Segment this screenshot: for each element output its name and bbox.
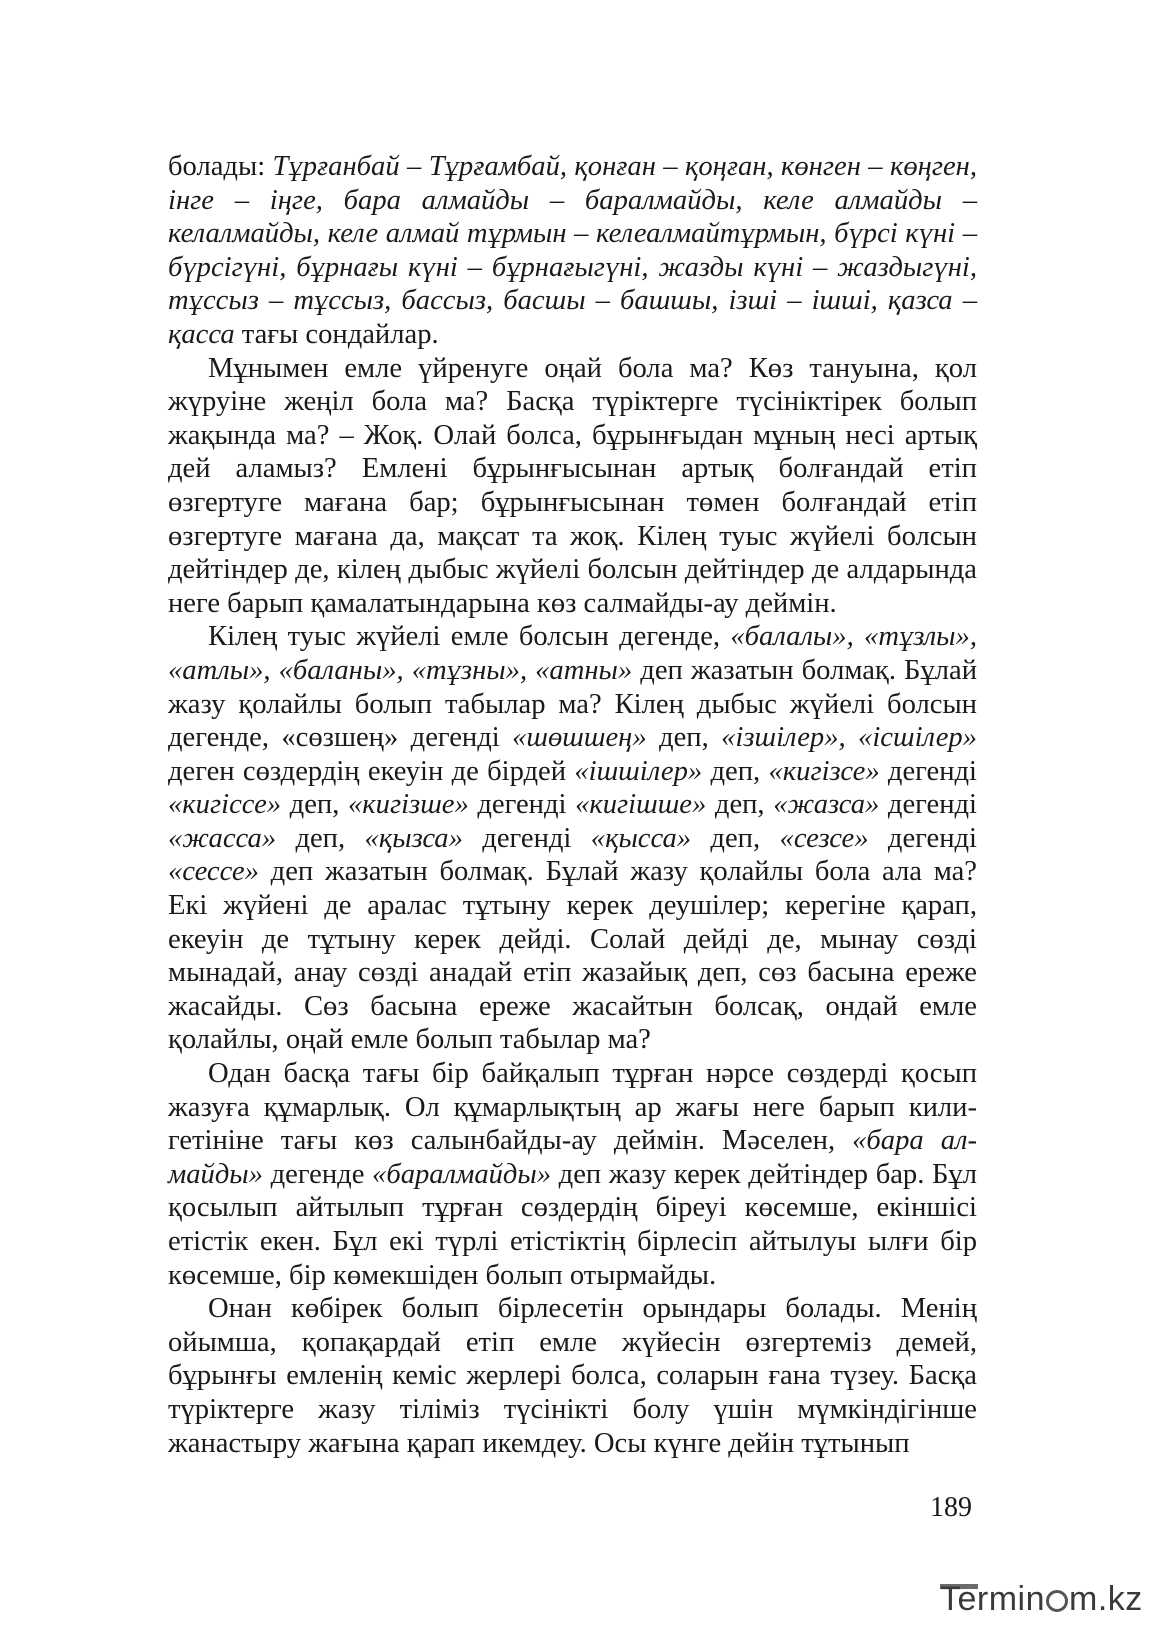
italic-text-run: «кигізше» — [347, 789, 469, 821]
text-run: Кілең туыс жүйелі емле болсын дегенде, — [208, 621, 731, 653]
watermark-o-icon — [1046, 1590, 1068, 1612]
page-number: 189 — [930, 1492, 972, 1523]
italic-text-run: «қысса» — [590, 822, 692, 854]
italic-text-run: «сессе» — [168, 856, 259, 888]
italic-text-run: «ізшілер», «ісшілер» — [721, 722, 977, 754]
paragraph — [168, 150, 977, 352]
text-run: болады: — [168, 151, 273, 182]
paragraph — [168, 352, 977, 621]
italic-text-run: «кигіссе» — [168, 789, 282, 821]
italic-text-run: «кигізсе» — [768, 755, 880, 787]
page-body — [168, 150, 977, 1460]
text-run: Одан басқа тағы бір байқалып тұрған нәрсе сөздерді қосып жазуға құмарлық. Ол құмарлықтың ар жағы неге барып килигетініне тағы көз салынбайды-ау деймін. Мәселен, — [168, 1058, 977, 1157]
text-run: деп, — [691, 822, 780, 854]
text-run: дегенді — [879, 755, 977, 787]
paragraph — [168, 620, 977, 1057]
italic-text-run: «ішшілер» — [574, 755, 703, 787]
text-run: деп, — [646, 722, 722, 754]
watermark-logo[interactable] — [940, 1580, 1150, 1628]
paragraph — [168, 1057, 977, 1292]
italic-text-run: Тұрғанбай – Тұрғамбай, қонған – қоңған, көнген – көңген, інге – іңге, бара алмайды – баралмайды, келе алмайды – келалмайды, келе алмай тұрмын – келеалмайтұрмын, бүрсі күні – бүрсігүні, бұрнағы күні – бұрнағыгүні, жазды күні – жаздыгүні, тұссыз – тұссыз, бассыз, басшы – башшы, ізші – ішші, қазса – қасса — [168, 151, 978, 350]
text-run: деп, — [281, 789, 348, 821]
italic-text-run: «бара алмайды» — [168, 1125, 977, 1190]
italic-text-run: «балалы», «тұзлы», «атлы», «баланы», «тұзны», «атны» — [168, 621, 977, 686]
text-run: дегенді — [468, 789, 576, 821]
text-run: дегенді — [462, 822, 591, 854]
watermark-text-end: m.kz — [1069, 1580, 1143, 1618]
text-run: деген сөздердің екеуін де бірдей — [168, 755, 575, 787]
italic-text-run: «жазса» — [773, 789, 880, 821]
italic-text-run: «жасса» — [168, 822, 277, 854]
italic-text-run: «баралмайды» — [372, 1158, 552, 1190]
text-run: Онан көбірек болып бірлесетін орындары болады. Менің ойымша, қопақардай етіп емле жүйесін өзгертеміз демей, бұрынғы емленің кеміс жерлері болса, соларын ғана түзеу. Басқа түріктерге жазу тіліміз түсінікті болу үшін мүмкіндігінше жанастыру жағына қарап икемдеу. Осы күнге дейін тұтынып — [168, 1293, 977, 1459]
text-run: деп, — [706, 789, 774, 821]
italic-text-run: «сезсе» — [779, 822, 869, 854]
italic-text-run: «қызса» — [364, 822, 463, 854]
paragraph — [168, 1292, 977, 1460]
italic-text-run: «шөшшең» — [512, 722, 647, 754]
text-run: Мұнымен емле үйренуге оңай бола ма? Көз тануына, қол жүруіне жеңіл бола ма? Басқа түріктерге түсініктірек болып жақында ма? – Жоқ. Олай болса, бұрынғыдан мұның несі артық дей аламыз? Емлені бұрынғысынан артық болғандай етіп өзгертуге мағана бар; бұрынғысынан төмен болғандай етіп өзгертуге мағана да, мақсат та жоқ. Кілең туыс жүйелі болсын дейтіндер де, кілең дыбыс жүйелі болсын дейтіндер де алдарында неге барып қамалатындарына көз салмайды-ау деймін. — [168, 352, 977, 619]
text-run: деп, — [276, 822, 365, 854]
text-run: дегенді — [879, 789, 977, 821]
italic-text-run: «кигішше» — [575, 789, 707, 821]
text-run: тағы сондайлар. — [234, 318, 439, 350]
watermark-text-start: Termin — [940, 1580, 1046, 1618]
text-run: деп, — [702, 755, 769, 787]
text-run: деп жазатын болмақ. Бұлай жазу қолайлы болып табылар ма? Кілең дыбыс жүйелі болсын дегенде, «сөзшең» дегенді — [168, 654, 977, 754]
text-run: дегенді — [868, 822, 977, 854]
text-run: деп жазатын болмақ. Бұлай жазу қолайлы бола ала ма? Екі жүйені де аралас тұтыну керек деушілер; керегіне қарап, екеуін де тұтыну керек дейді. Солай дейді де, мынау сөзді мынадай, анау сөзді анадай етіп жазайық деп, сөз басына ереже жасайды. Сөз басына ереже жасайтын болсақ, ондай емле қолайлы, оңай емле болып табылар ма? — [168, 856, 977, 1056]
text-run: деп жазу керек дейтіндер бар. Бұл қосылып айтылып тұрған сөздердің біреуі көсемше, екіншісі етістік екен. Бұл екі түрлі етістіктің бірлесіп айтылуы ылғи бір көсемше, бір көмекшіден болып отырмайды. — [168, 1158, 977, 1291]
text-run: дегенде — [262, 1158, 373, 1190]
